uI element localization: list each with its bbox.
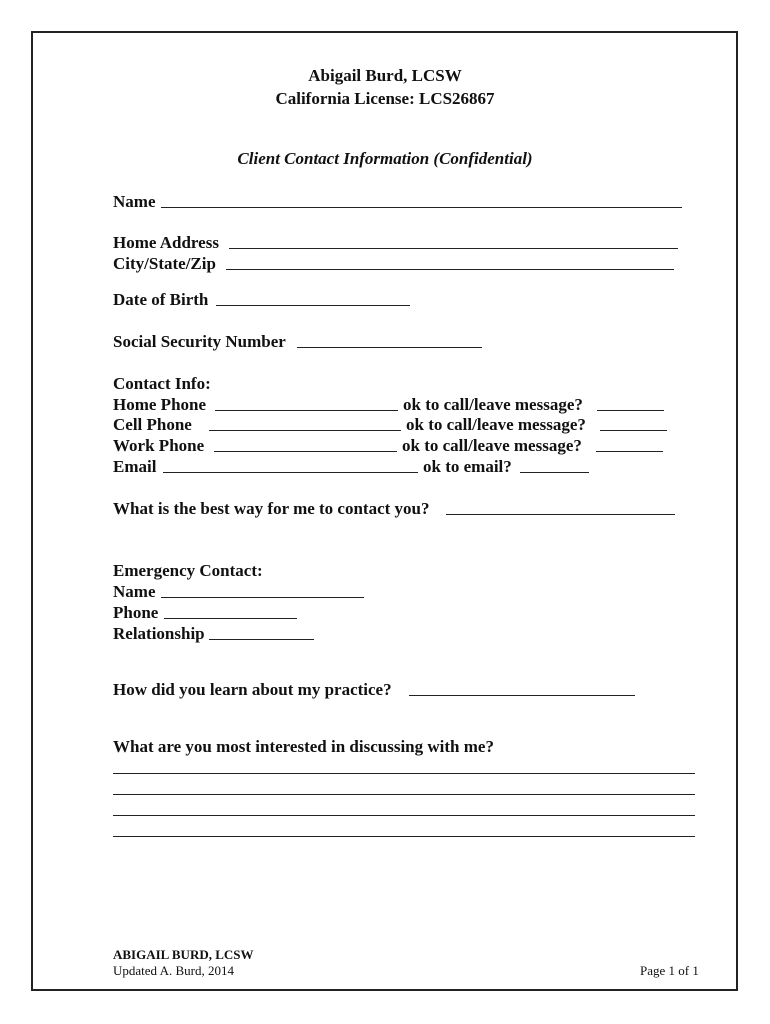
ssn-field[interactable]	[297, 347, 482, 348]
emergency-phone-field[interactable]	[164, 618, 297, 619]
emergency-name-field[interactable]	[161, 597, 364, 598]
contact-info-heading: Contact Info:	[113, 374, 211, 393]
interests-line-3[interactable]	[113, 815, 695, 816]
emergency-heading: Emergency Contact:	[113, 561, 263, 580]
home-phone-field[interactable]	[215, 410, 398, 411]
work-phone-field[interactable]	[214, 451, 397, 452]
practitioner-name: Abigail Burd, LCSW	[308, 66, 462, 85]
email-ok-field[interactable]	[520, 472, 589, 473]
email-label: Email	[113, 457, 157, 476]
cell-phone-field[interactable]	[209, 430, 401, 431]
city-state-zip-label: City/State/Zip	[113, 254, 216, 273]
dob-label: Date of Birth	[113, 290, 209, 309]
learn-label: How did you learn about my practice?	[113, 680, 392, 699]
name-field[interactable]	[161, 207, 682, 208]
cell-phone-ok-label: ok to call/leave message?	[406, 415, 586, 434]
emergency-phone-label: Phone	[113, 603, 159, 622]
cell-phone-label: Cell Phone	[113, 415, 192, 434]
emergency-name-label: Name	[113, 582, 156, 601]
work-phone-ok-label: ok to call/leave message?	[402, 436, 582, 455]
home-phone-label: Home Phone	[113, 395, 207, 414]
interests-label: What are you most interested in discussing with me?	[113, 737, 494, 756]
ssn-label: Social Security Number	[113, 332, 286, 351]
home-phone-ok-label: ok to call/leave message?	[403, 395, 583, 414]
form-title: Client Contact Information (Confidential)	[237, 149, 533, 168]
cell-phone-ok-field[interactable]	[600, 430, 667, 431]
email-field[interactable]	[163, 472, 418, 473]
footer-name: ABIGAIL BURD, LCSW	[113, 947, 254, 962]
name-label: Name	[113, 192, 156, 211]
learn-field[interactable]	[409, 695, 635, 696]
best-way-label: What is the best way for me to contact you?	[113, 499, 430, 518]
license-number: California License: LCS26867	[275, 89, 495, 108]
work-phone-label: Work Phone	[113, 436, 205, 455]
work-phone-ok-field[interactable]	[596, 451, 663, 452]
city-state-zip-field[interactable]	[226, 269, 674, 270]
emergency-relationship-label: Relationship	[113, 624, 205, 643]
dob-field[interactable]	[216, 305, 410, 306]
footer-page-number: Page 1 of 1	[640, 963, 699, 978]
interests-line-1[interactable]	[113, 773, 695, 774]
best-way-field[interactable]	[446, 514, 675, 515]
footer-updated: Updated A. Burd, 2014	[113, 963, 234, 978]
home-phone-ok-field[interactable]	[597, 410, 664, 411]
home-address-field[interactable]	[229, 248, 678, 249]
home-address-label: Home Address	[113, 233, 219, 252]
email-ok-label: ok to email?	[423, 457, 512, 476]
interests-line-4[interactable]	[113, 836, 695, 837]
interests-line-2[interactable]	[113, 794, 695, 795]
emergency-relationship-field[interactable]	[209, 639, 314, 640]
